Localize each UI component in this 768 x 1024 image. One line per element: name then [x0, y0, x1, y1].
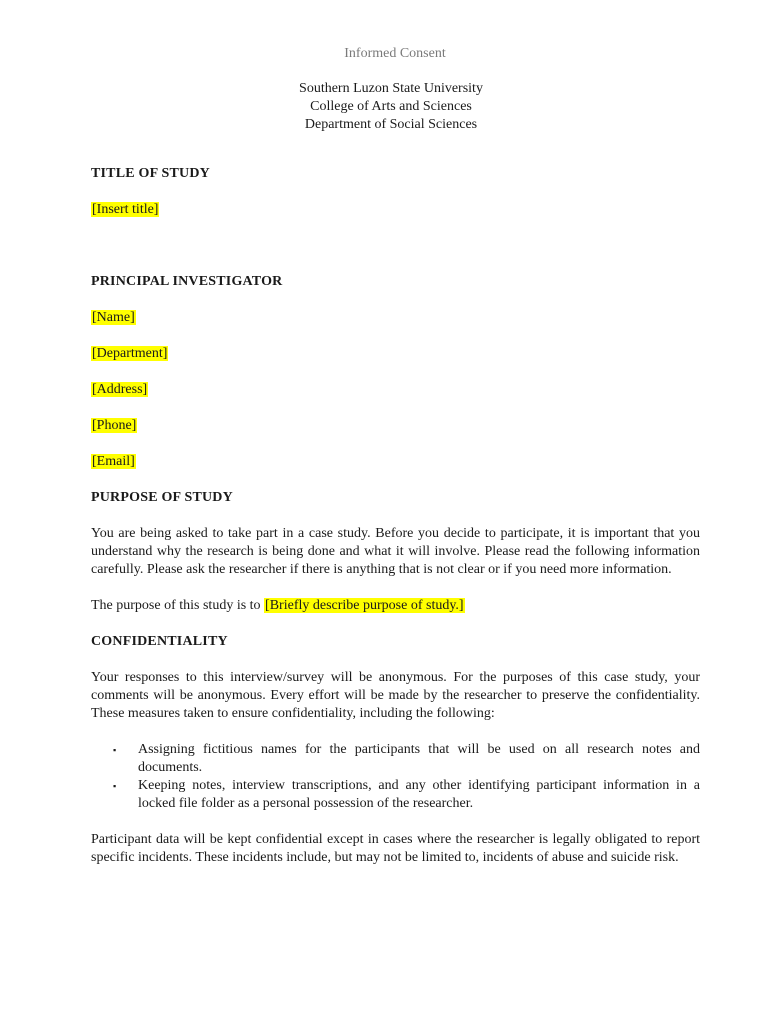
confidentiality-heading: CONFIDENTIALITY	[91, 634, 228, 649]
confidentiality-measures-list	[91, 741, 700, 813]
list-item-text: Keeping notes, interview transcriptions, and any other identifying participant information in a locked file folder as a personal possession of the researcher.	[138, 778, 700, 811]
purpose-heading: PURPOSE OF STUDY	[91, 490, 233, 505]
purpose-paragraph: You are being asked to take part in a case study. Before you decide to participate, it is important that you understand why the research is being done and what it will involve. Please read the following information carefully. Please ask the researcher if there is anything that is not clear or if you need more information.	[91, 526, 700, 577]
investigator-department-field	[91, 345, 700, 363]
department-name: Department of Social Sciences	[304, 117, 478, 132]
name-placeholder: [Name]	[92, 310, 135, 325]
purpose-placeholder: [Briefly describe purpose of study.]	[265, 598, 464, 613]
bullet-icon: ▪	[113, 745, 117, 755]
confidentiality-paragraph: Your responses to this interview/survey will be anonymous. For the purposes of this case study, your comments will be anonymous. Every effort will be made by the researcher to preserve the confidentiality. These measures taken to ensure confidentiality, including the following:	[91, 670, 700, 721]
list-item-text: Assigning fictitious names for the participants that will be used on all research notes and documents.	[138, 742, 700, 775]
principal-investigator-heading: PRINCIPAL INVESTIGATOR	[91, 274, 283, 289]
title-of-study-field	[91, 201, 700, 219]
investigator-name-field	[91, 309, 700, 327]
investigator-address-field	[91, 381, 700, 399]
college-name: College of Arts and Sciences	[310, 99, 472, 114]
address-placeholder: [Address]	[92, 382, 148, 397]
phone-placeholder: [Phone]	[92, 418, 137, 433]
bullet-icon: ▪	[113, 781, 117, 791]
list-item	[91, 741, 700, 777]
insert-title-placeholder: [Insert title]	[92, 202, 159, 217]
document-title: Informed Consent	[344, 46, 446, 61]
list-item	[91, 777, 700, 813]
investigator-phone-field	[91, 417, 700, 435]
title-of-study-heading: TITLE OF STUDY	[91, 166, 210, 181]
email-placeholder: [Email]	[92, 454, 135, 469]
purpose-prefix: The purpose of this study is to	[91, 598, 265, 613]
institution-header	[0, 80, 768, 134]
document-body	[91, 165, 700, 867]
confidentiality-closing-paragraph: Participant data will be kept confidential except in cases where the researcher is legally obligated to report specific incidents. These incidents include, but may not be limited to, incidents of abuse and suicide risk.	[91, 832, 700, 865]
purpose-statement	[91, 597, 700, 615]
investigator-email-field	[91, 453, 700, 471]
department-placeholder: [Department]	[92, 346, 168, 361]
university-name: Southern Luzon State University	[299, 81, 483, 96]
